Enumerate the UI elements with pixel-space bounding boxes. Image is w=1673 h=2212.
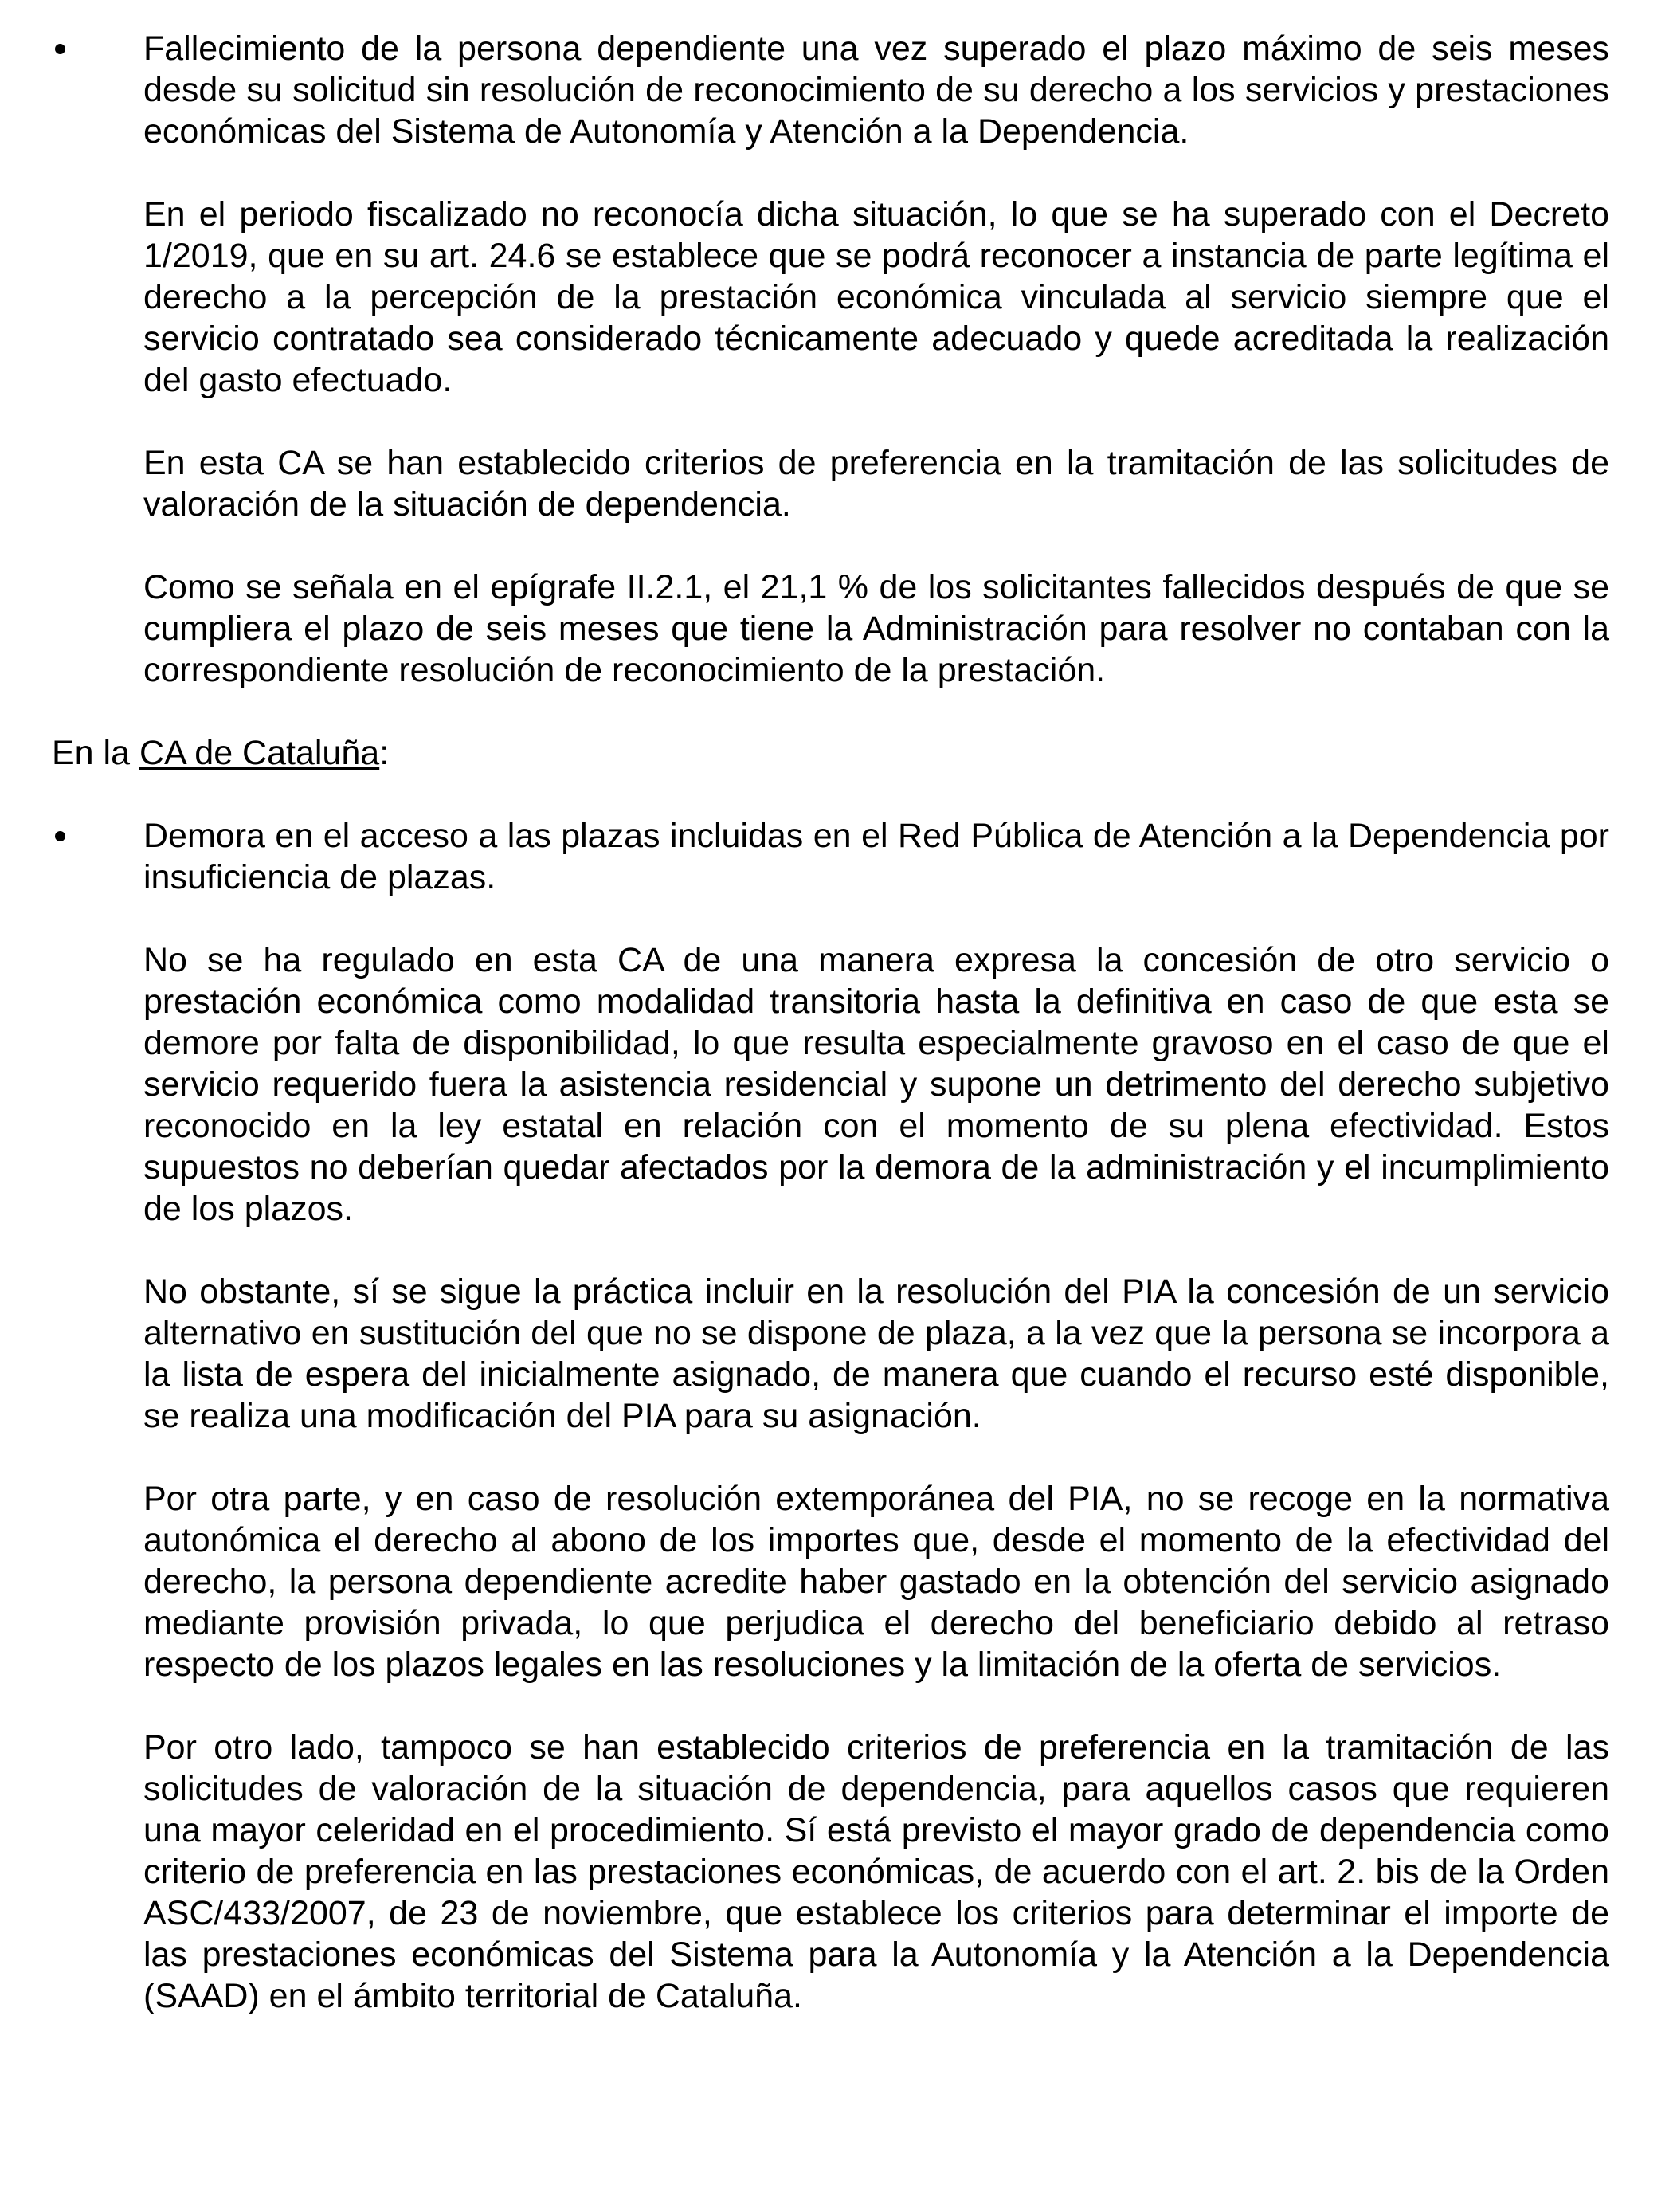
paragraph-por-otro-lado: Por otro lado, tampoco se han establecido criterios de preferencia en la tramitación de las solicitudes de valoración de la situación de dependencia, para aquellos casos que requieren una mayor celeridad en el procedimiento. Sí está previsto el mayor grado de dependencia como criterio de preferencia en las prestaciones económicas, de acuerdo con el art. 2. bis de la Orden ASC/433/2007, de 23 de noviembre, que establece los criterios para determinar el importe de las prestaciones económicas del Sistema para la Autonomía y la Atención a la Dependencia (SAAD) en el ámbito territorial de Cataluña. [143, 1728, 1609, 2015]
cataluna-intro-prefix: En la [52, 734, 139, 772]
bullet-icon [52, 815, 76, 857]
bullet-icon [52, 28, 76, 69]
paragraph-por-otra-parte: Por otra parte, y en caso de resolución extemporánea del PIA, no se recoge en la normativa autonómica el derecho al abono de los importes que, desde el momento de la efectividad del derecho, la persona dependiente acredite haber gastado en la obtención del servicio asignado mediante provisión privada, lo que perjudica el derecho del beneficiario debido al retraso respecto de los plazos legales en las resoluciones y la limitación de la oferta de servicios. [143, 1480, 1609, 1684]
bullet-item-fallecimiento [52, 28, 1609, 691]
bullet-item-demora [52, 815, 1609, 2017]
bullet-heading-demora: Demora en el acceso a las plazas incluidas en el Red Pública de Atención a la Dependencia por insuficiencia de plazas. [143, 817, 1609, 896]
bullet-heading-fallecimiento: Fallecimiento de la persona dependiente una vez superado el plazo máximo de seis meses desde su solicitud sin resolución de reconocimiento de su derecho a los servicios y prestaciones económicas del Sistema de Autonomía y Atención a la Dependencia. [143, 29, 1609, 151]
paragraph-epigrafe-ii-2-1: Como se señala en el epígrafe II.2.1, el 21,1 % de los solicitantes fallecidos después de que se cumpliera el plazo de seis meses que tiene la Administración para resolver no contaban con la correspondiente resolución de reconocimiento de la prestación. [143, 568, 1609, 689]
cataluna-intro-suffix: : [379, 734, 390, 772]
cataluna-underlined-term: CA de Cataluña [139, 734, 380, 772]
cataluna-intro [52, 732, 1609, 774]
document-body [52, 28, 1609, 2058]
paragraph-decreto-1-2019: En el periodo fiscalizado no reconocía dicha situación, lo que se ha superado con el Decreto 1/2019, que en su art. 24.6 se establece que se podrá reconocer a instancia de parte legítima el derecho a la percepción de la prestación económica vinculada al servicio siempre que el servicio contratado sea considerado técnicamente adecuado y quede acreditada la realización del gasto efectuado. [143, 195, 1609, 399]
paragraph-criterios-preferencia: En esta CA se han establecido criterios de preferencia en la tramitación de las solicitudes de valoración de la situación de dependencia. [143, 444, 1609, 524]
paragraph-no-obstante: No obstante, sí se sigue la práctica incluir en la resolución del PIA la concesión de un servicio alternativo en sustitución del que no se dispone de plaza, a la vez que la persona se incorpora a la lista de espera del inicialmente asignado, de manera que cuando el recurso esté disponible, se realiza una modificación del PIA para su asignación. [143, 1273, 1609, 1435]
paragraph-no-regulado: No se ha regulado en esta CA de una manera expresa la concesión de otro servicio o prestación económica como modalidad transitoria hasta la definitiva en caso de que esta se demore por falta de disponibilidad, lo que resulta especialmente gravoso en el caso de que el servicio requerido fuera la asistencia residencial y supone un detrimento del derecho subjetivo reconocido en la ley estatal en relación con el momento de su plena efectividad. Estos supuestos no deberían quedar afectados por la demora de la administración y el incumplimiento de los plazos. [143, 941, 1609, 1228]
